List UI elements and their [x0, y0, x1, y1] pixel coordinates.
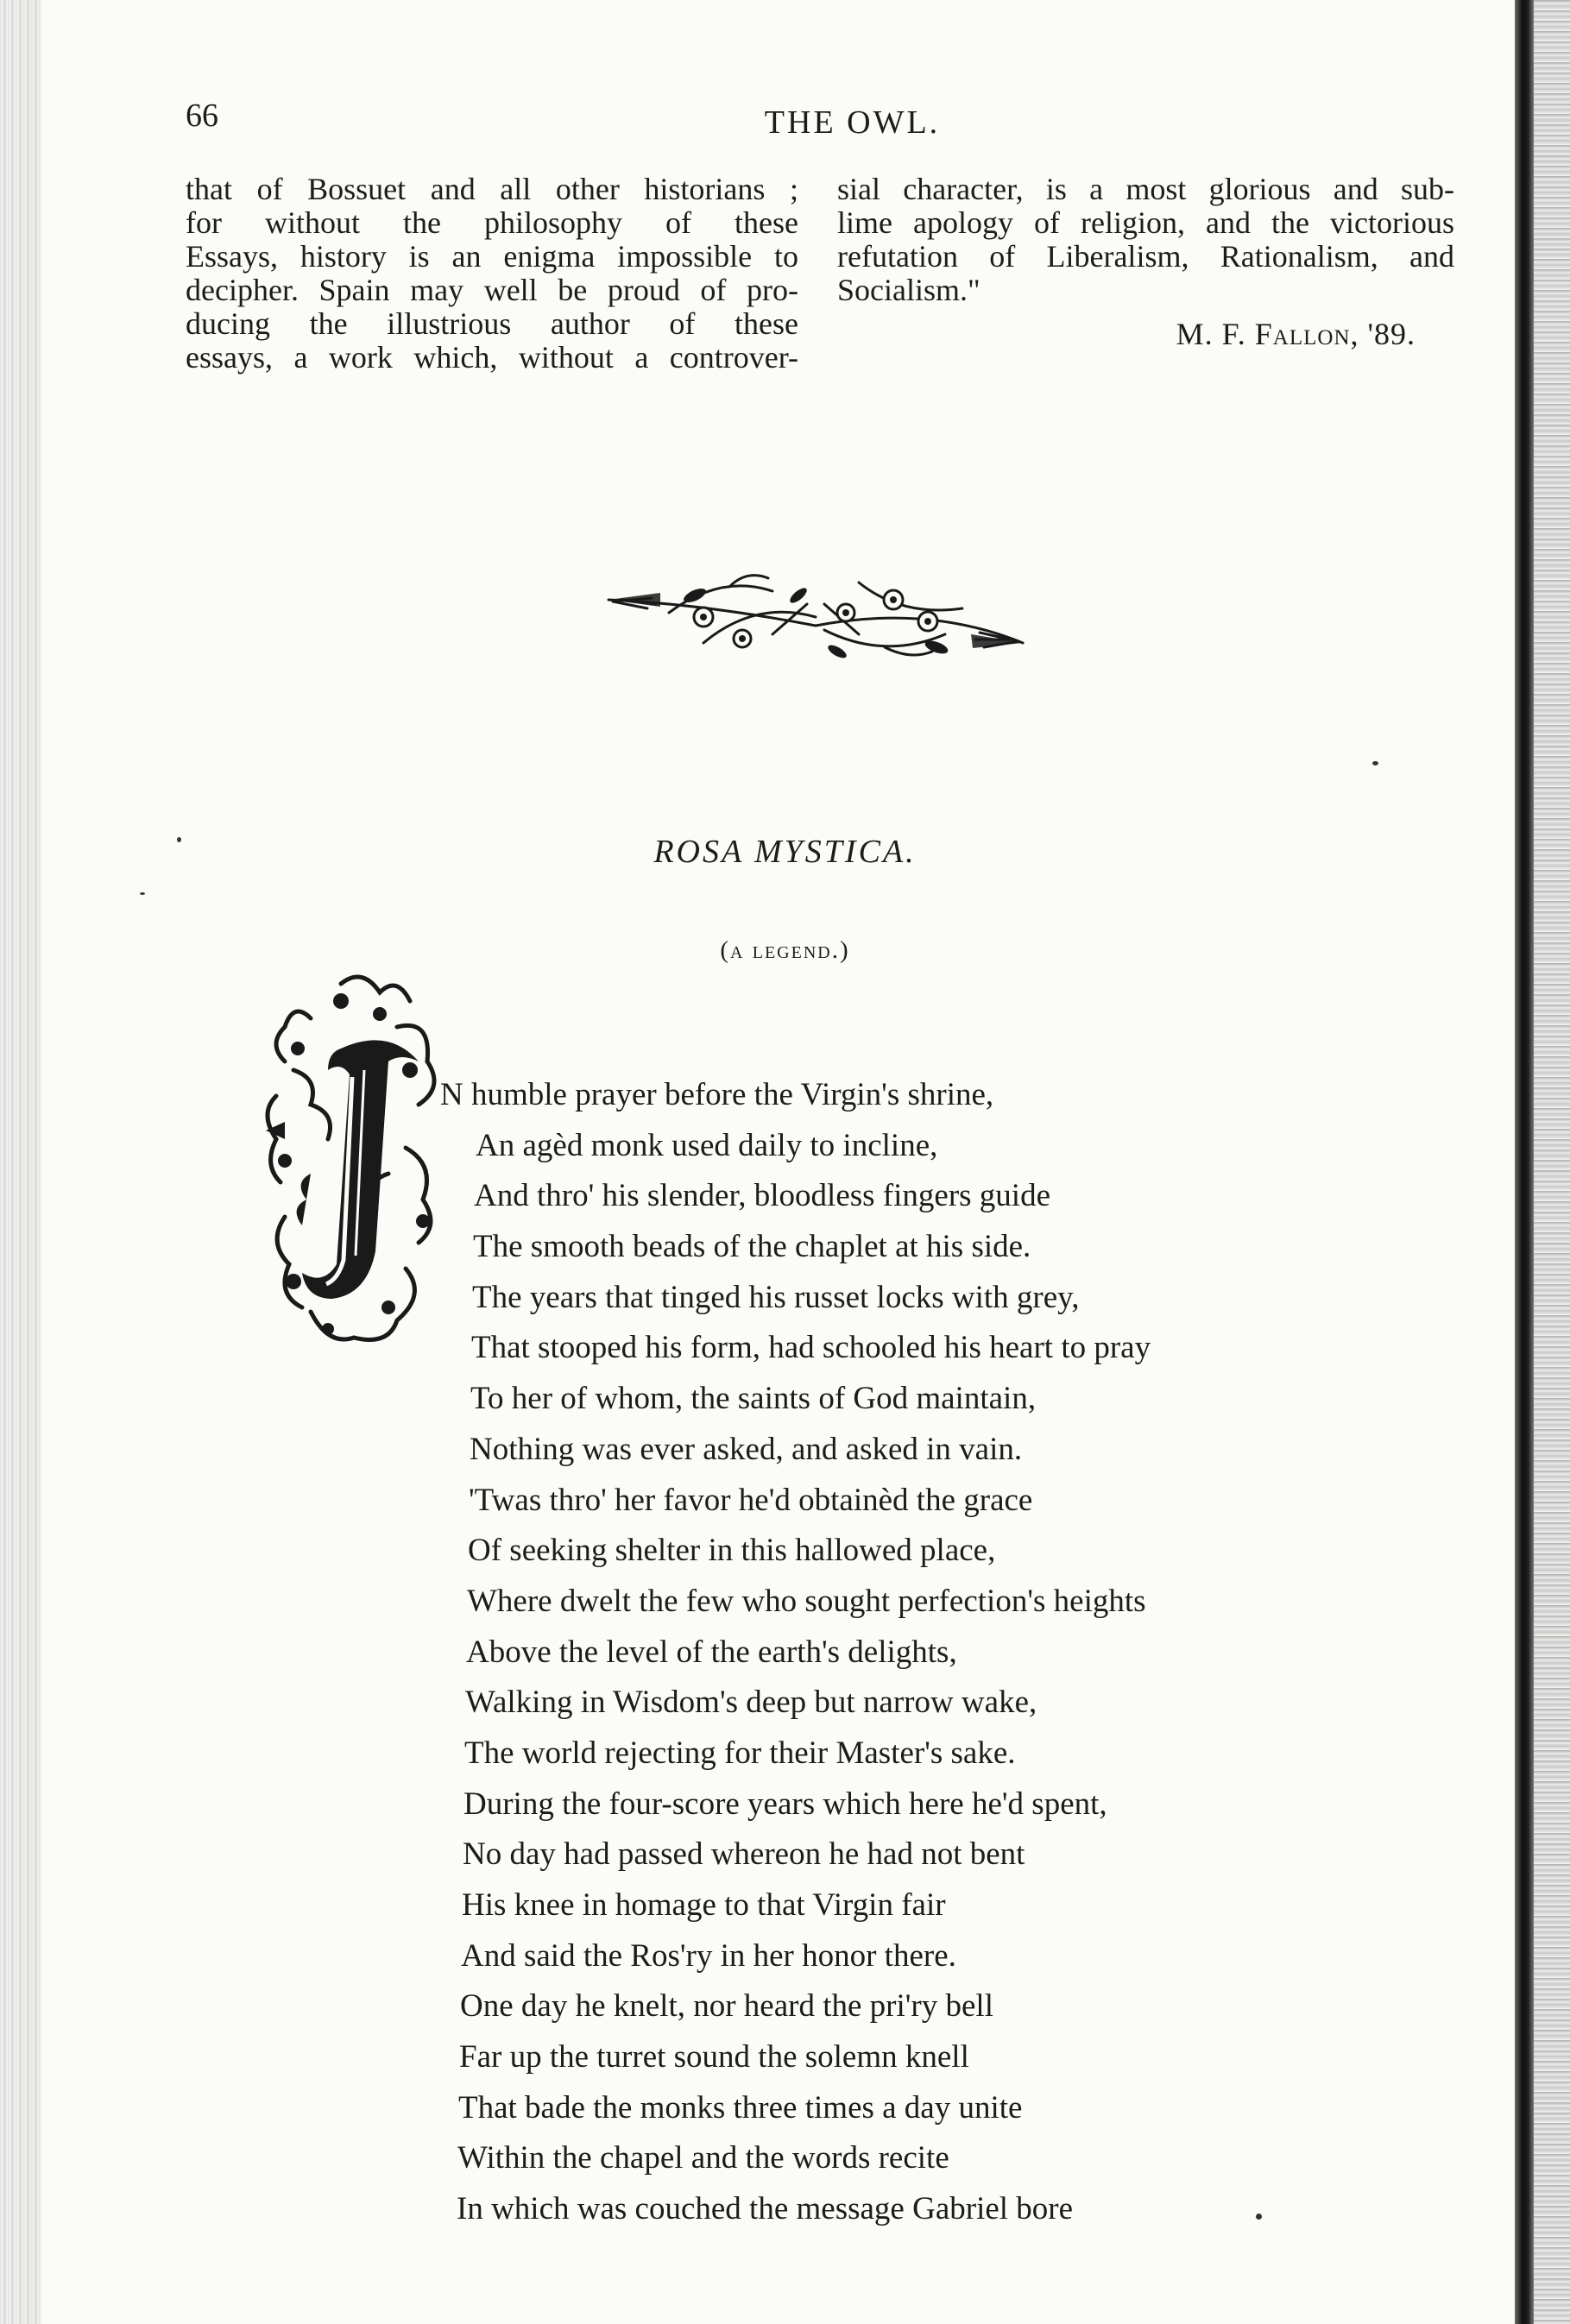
prev-article-right-column — [837, 173, 1454, 351]
poem-line: Within the chapel and the words recite — [457, 2140, 949, 2176]
poem-line: The world rejecting for their Master's sake. — [464, 1735, 1016, 1771]
running-head — [186, 97, 1420, 148]
scan-speck — [177, 837, 181, 842]
poem-line: The years that tinged his russet locks with grey, — [472, 1279, 1080, 1315]
poem-line: That bade the monks three times a day unite — [458, 2089, 1023, 2126]
poem-line: Far up the turret sound the solemn knell — [459, 2039, 969, 2075]
text-line: essays, a work which, without a controver- — [186, 340, 798, 375]
prev-article-left-column — [186, 173, 798, 375]
poem-line: The smooth beads of the chaplet at his side. — [473, 1229, 1031, 1265]
poem-title: ROSA MYSTICA. — [653, 834, 917, 870]
scan-speck — [1372, 761, 1378, 765]
poem-line: During the four-score years which here he'd spent, — [463, 1786, 1107, 1822]
scan-left-edge — [0, 0, 41, 2324]
poem-line: That stooped his form, had schooled his heart to pray — [471, 1330, 1151, 1366]
text-line: Essays, history is an enigma impossible to — [186, 239, 798, 274]
text-line: lime apology of religion, and the victorious — [837, 205, 1454, 240]
poem-line: To her of whom, the saints of God maintain, — [470, 1381, 1037, 1417]
poem-line: Walking in Wisdom's deep but narrow wake, — [465, 1685, 1037, 1721]
signature-initials: M. F. — [1176, 317, 1255, 351]
poem-line: 'Twas thro' her favor he'd obtainèd the grace — [469, 1482, 1033, 1518]
floral-divider-ornament-icon — [600, 565, 1031, 664]
text-line: decipher. Spain may well be proud of pro- — [186, 273, 798, 307]
author-signature — [837, 318, 1454, 351]
poem-line: Of seeking shelter in this hallowed place, — [468, 1533, 996, 1569]
poem-line: And said the Ros'ry in her honor there. — [461, 1937, 956, 1974]
scan-right-edge — [1534, 0, 1570, 2324]
scan-binding-shadow — [1515, 0, 1534, 2324]
poem-line: In which was couched the message Gabriel bore — [457, 2191, 1074, 2227]
text-line: refutation of Liberalism, Rationalism, and — [837, 239, 1454, 274]
poem-line: And thro' his slender, bloodless fingers guide — [474, 1178, 1051, 1214]
page-number: 66 — [186, 98, 218, 134]
text-line: ducing the illustrious author of these — [186, 306, 798, 341]
poem-line: One day he knelt, nor heard the pri'ry bell — [460, 1988, 993, 2025]
poem-line: Above the level of the earth's delights, — [466, 1634, 957, 1670]
scan-speck — [140, 892, 145, 895]
poem-first-line: N humble prayer before the Virgin's shrine, — [440, 1077, 994, 1112]
poem-line: No day had passed whereon he had not bent — [463, 1836, 1025, 1873]
poem-line: His knee in homage to that Virgin fair — [462, 1887, 946, 1923]
signature-surname: Fallon — [1254, 317, 1351, 351]
poem-line: An agèd monk used daily to incline, — [476, 1127, 938, 1163]
text-line: for without the philosophy of these — [186, 205, 798, 240]
scan-speck — [1256, 2214, 1262, 2220]
journal-title: THE OWL. — [764, 104, 941, 141]
text-line: Socialism." — [837, 273, 980, 307]
poem-line: Where dwelt the few who sought perfection's heights — [467, 1583, 1146, 1619]
poem-verse — [432, 1070, 1398, 2235]
signature-year: , '89. — [1350, 317, 1416, 351]
decorated-initial-I-icon — [259, 967, 445, 1351]
text-line: that of Bossuet and all other historians ; — [186, 172, 798, 206]
poem-line: Nothing was ever asked, and asked in vain. — [470, 1431, 1023, 1467]
text-line: sial character, is a most glorious and sub- — [837, 172, 1454, 206]
poem-subtitle: (a legend.) — [720, 936, 850, 964]
